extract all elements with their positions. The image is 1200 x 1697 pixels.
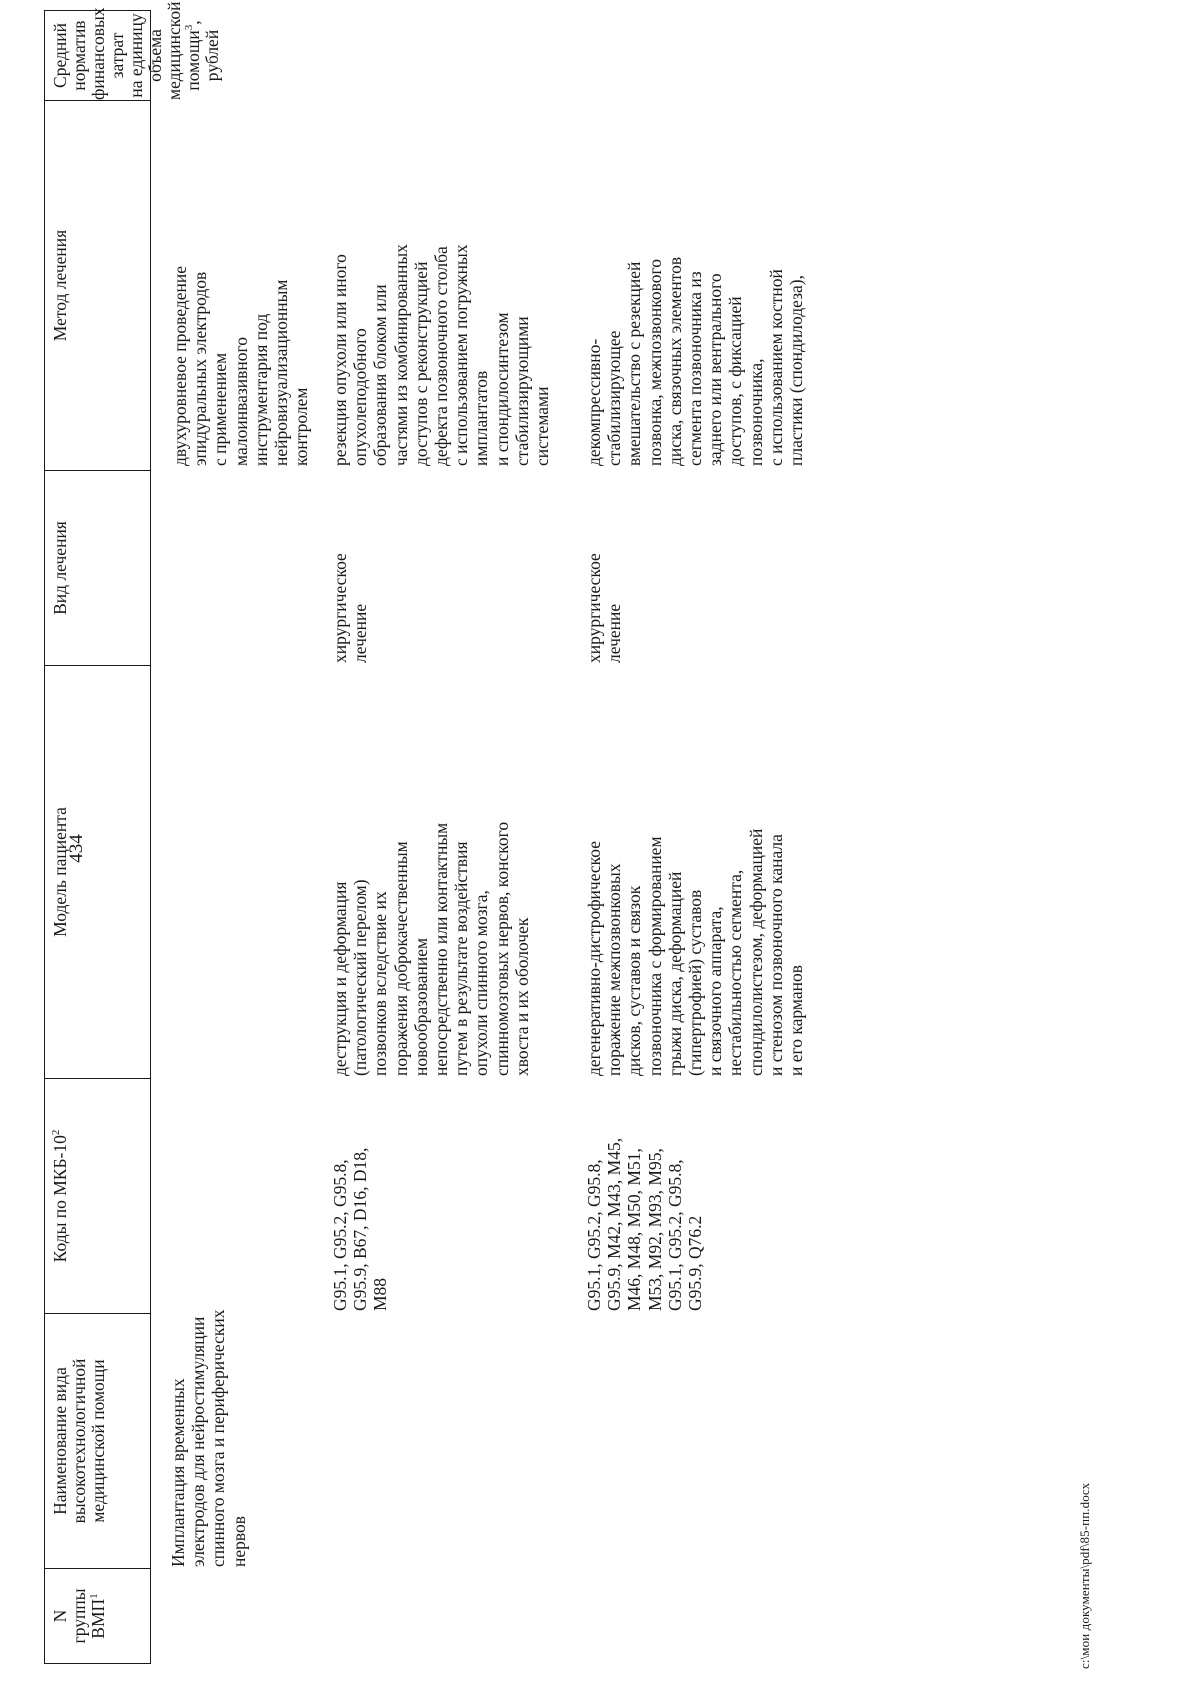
header-patient-model: Модель пациента xyxy=(45,666,150,1079)
header-icd-codes xyxy=(45,1079,150,1314)
header-cost-norm xyxy=(45,1,222,101)
row1-patient-model: деструкция и деформация (патологический перелом) позвонков вследствие их поражения доброкачественным новообразованием непосредственно или контактным путем в результате воздействия опухоли спинного мозга, спинномозговых нервов, конского хвоста и их оболочек xyxy=(330,821,532,1076)
header-vmp-name: Наименование вида высокотехнологичной медицинской помощи xyxy=(45,1314,150,1569)
footnote-mark-1: 1 xyxy=(88,1593,101,1599)
intro-vmp-name: Имплантация временных электродов для нейростимуляции спинного мозга и периферических нервов xyxy=(168,1309,249,1567)
footnote-mark-2: 2 xyxy=(50,1129,63,1136)
row1-treatment-type: хирургическое лечение xyxy=(330,553,371,663)
header-group-number-label: N группы ВМП xyxy=(50,1588,108,1644)
header-cost-norm-label: Средний норматив финансовых затрат на единицу объема медицинской помощи xyxy=(50,1,203,100)
row2-treatment-type: хирургическое лечение xyxy=(584,553,625,663)
footnote-mark-3: 3 xyxy=(183,24,196,31)
header-treatment-type: Вид лечения xyxy=(45,471,150,666)
header-cost-norm-unit: , рублей xyxy=(183,20,222,82)
page-number: 434 xyxy=(66,834,87,863)
row2-patient-model: дегенеративно-дистрофическое поражение межпозвонковых дисков, суставов и связок позвоночника с формированием грыжи диска, деформацией (гипертрофией) суставов и связочного аппарата, нестабильностью сегмента, спондилолистезом, деформацией и стенозом позвоночного канала и его карманов xyxy=(584,828,807,1076)
header-icd-codes-label: Коды по МКБ-10 xyxy=(50,1135,70,1263)
header-treatment-method: Метод лечения xyxy=(45,101,150,471)
intro-treatment-method: двухуровневое проведение эпидуральных электродов с применением малоинвазивного инструментария под нейровизуализационным контролем xyxy=(170,265,312,466)
footer-file-path: c:\мои документы\pdf\85-пп.docx xyxy=(1077,1482,1092,1669)
row1-treatment-method: резекция опухоли или иного опухолеподобного образования блоком или частями из комбинированных доступов с реконструкцией дефекта позвоночного столба с использованием погружных имплантатов и спондилосинтезом стабилизирующими системами xyxy=(330,244,553,466)
header-group-number xyxy=(45,1569,150,1663)
row1-icd-codes: G95.1, G95.2, G95.8, G95.9, B67, D16, D18, M88 xyxy=(330,1147,391,1311)
row2-icd-codes: G95.1, G95.2, G95.8, G95.9, M42, M43, M45, M46, M48, M50, M51, M53, M92, M93, M95, G95.1, G95.2, G95.8, G95.9, Q76.2 xyxy=(584,1137,706,1311)
row2-treatment-method: декомпрессивно- стабилизирующее вмешательство с резекцией позвонка, межпозвонкового диска, связочных элементов сегмента позвоночника из заднего или вентрального доступов, с фиксацией позвоночника, с использованием костной пластики (спондилодеза), xyxy=(584,256,807,466)
